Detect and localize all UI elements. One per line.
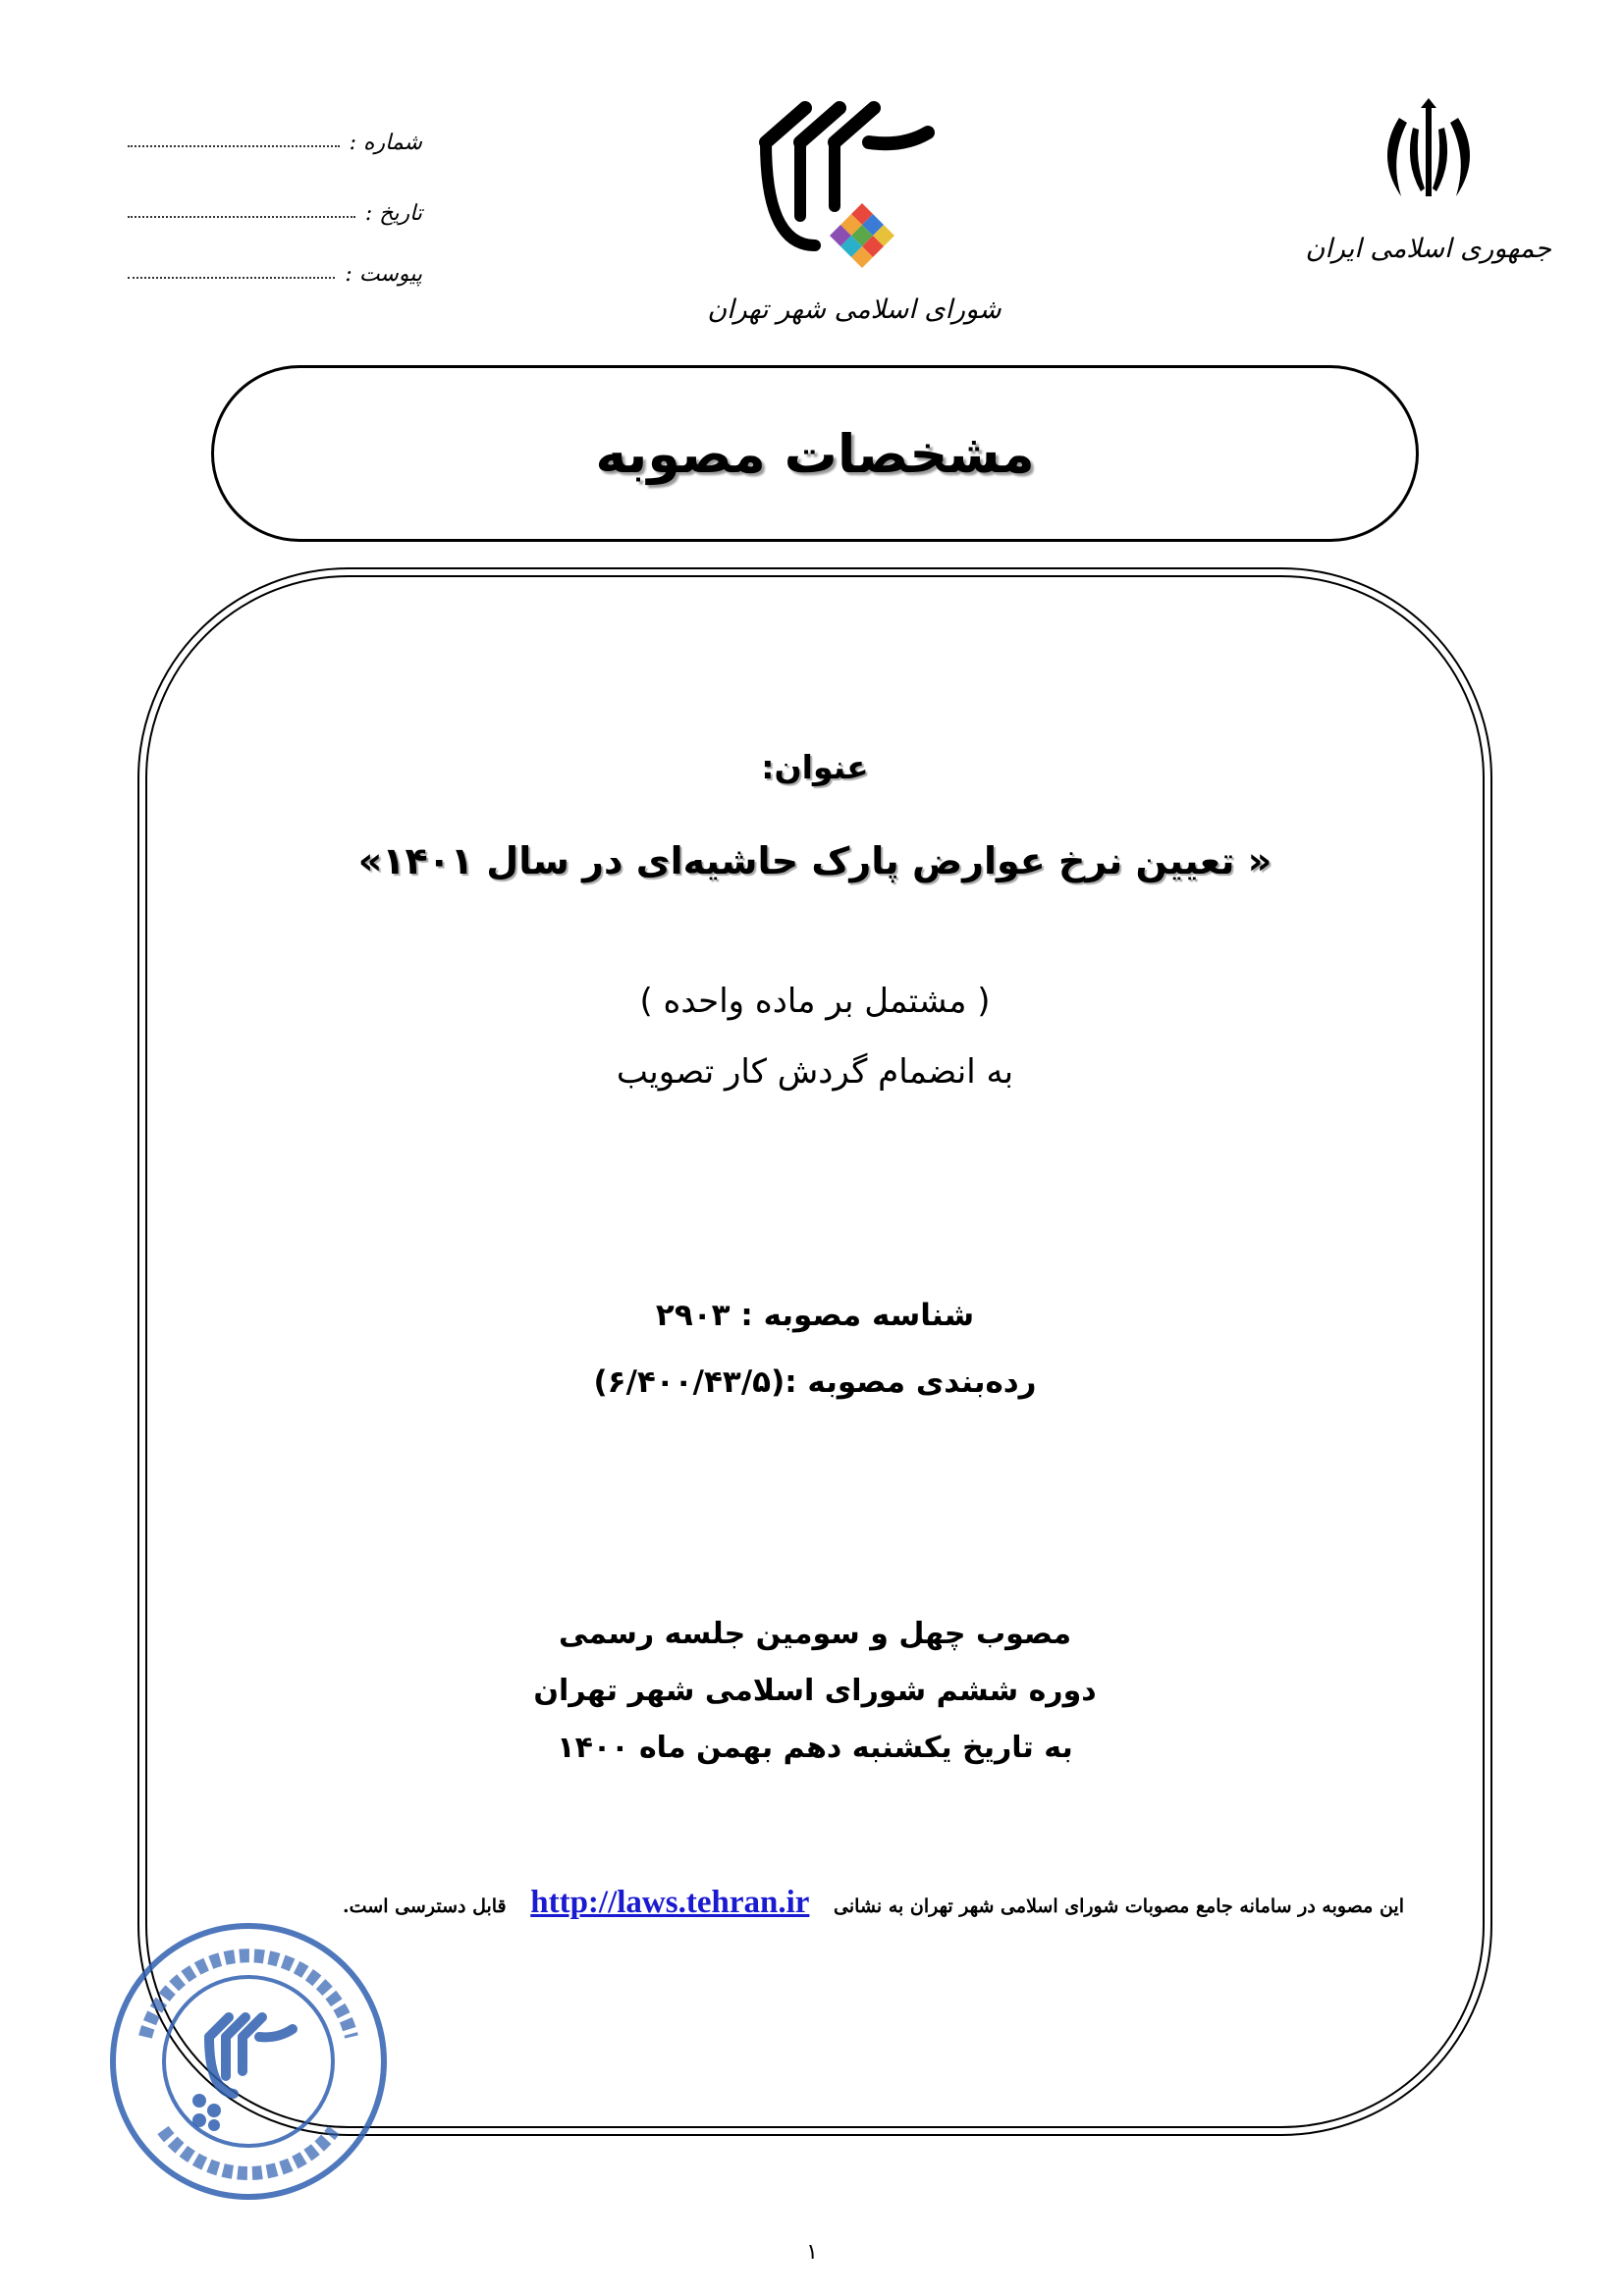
title-banner-text: مشخصات مصوبه bbox=[595, 422, 1035, 485]
meta-date-field bbox=[128, 187, 422, 226]
meta-attachment-dots bbox=[128, 277, 335, 279]
meta-number-field bbox=[128, 116, 422, 155]
meta-attachment-label: پیوست : bbox=[345, 262, 422, 287]
access-note-before: این مصوبه در سامانه جامع مصوبات شورای اسلامی شهر تهران به نشانی bbox=[834, 1896, 1404, 1917]
council-seal-stamp bbox=[106, 1919, 391, 2204]
republic-caption: جمهوری اسلامی ایران bbox=[1305, 234, 1551, 264]
session-line-2: دوره ششم شورای اسلامی شهر تهران bbox=[533, 1674, 1097, 1708]
title-banner bbox=[211, 365, 1419, 542]
meta-date-label: تاریخ : bbox=[364, 201, 422, 226]
session-line-3: به تاریخ یکشنبه دهم بهمن ماه ۱۴۰۰ bbox=[557, 1731, 1073, 1765]
approval-classification: رده‌بندی مصوبه :(۶/۴۰۰/۴۳/۵) bbox=[593, 1364, 1037, 1400]
meta-attachment-field bbox=[128, 247, 422, 287]
page-number: ۱ bbox=[806, 2240, 818, 2265]
subject-title: « تعیین نرخ عوارض پارک حاشیه‌ای در سال ۱۴۰۱» bbox=[357, 839, 1272, 882]
attachment-note: به انضمام گردش کار تصویب bbox=[616, 1052, 1014, 1092]
iran-emblem-svg bbox=[1370, 98, 1488, 216]
meta-number-label: شماره : bbox=[349, 131, 422, 155]
single-article-note: ( مشتمل بر ماده واحده ) bbox=[639, 982, 991, 1021]
session-line-1: مصوب چهل و سومین جلسه رسمی bbox=[558, 1617, 1072, 1651]
council-logo-svg bbox=[746, 98, 972, 294]
iran-emblem-icon bbox=[1370, 98, 1488, 216]
approval-id: شناسه مصوبه : ۲۹۰۳ bbox=[655, 1298, 975, 1333]
council-logo-caption: شورای اسلامی شهر تهران bbox=[707, 294, 1001, 325]
logo-color-tiles bbox=[830, 203, 894, 268]
subject-label: عنوان: bbox=[761, 748, 869, 786]
tehran-council-logo-icon bbox=[746, 98, 972, 294]
meta-number-dots bbox=[128, 145, 340, 147]
access-note bbox=[285, 1885, 1404, 1921]
access-note-after: قابل دسترسی است. bbox=[343, 1896, 507, 1917]
laws-portal-link[interactable]: http://laws.tehran.ir bbox=[530, 1885, 810, 1920]
meta-date-dots bbox=[128, 216, 355, 218]
seal-stamp-svg bbox=[106, 1919, 391, 2204]
